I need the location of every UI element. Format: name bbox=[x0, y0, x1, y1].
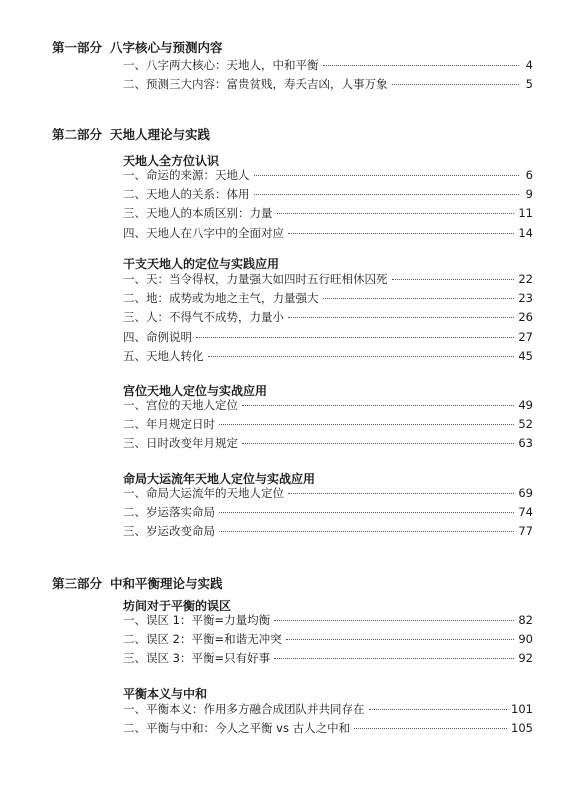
page-number: 9 bbox=[525, 187, 533, 202]
toc-entry[interactable] bbox=[123, 416, 533, 432]
toc-entry[interactable] bbox=[123, 701, 533, 717]
dot-leader bbox=[242, 443, 514, 444]
dot-leader bbox=[219, 512, 514, 513]
dot-leader bbox=[208, 356, 515, 357]
page-number: 74 bbox=[518, 505, 533, 520]
entry-title: 二、平衡与中和：今人之平衡 vs 古人之中和 bbox=[123, 721, 351, 736]
part-heading bbox=[52, 574, 223, 592]
toc-entry[interactable] bbox=[123, 348, 533, 364]
entry-title: 三、天地人的本质区别：力量 bbox=[123, 206, 273, 221]
entry-title: 一、平衡本义：作用多方融合成团队并共同存在 bbox=[123, 702, 365, 716]
toc-entry[interactable] bbox=[123, 186, 533, 202]
page-number: 23 bbox=[518, 291, 533, 306]
entry-title: 一、天：当令得权，力量强大如四时五行旺相休囚死 bbox=[123, 272, 388, 286]
entry-title: 二、天地人的关系：体用 bbox=[123, 187, 250, 202]
toc-entry[interactable] bbox=[123, 225, 533, 241]
entry-title: 二、年月规定日时 bbox=[123, 417, 215, 432]
dot-leader bbox=[354, 728, 507, 729]
section-heading: 命局大运流年天地人定位与实战应用 bbox=[123, 472, 316, 486]
page-number: 5 bbox=[525, 77, 533, 92]
page-number: 27 bbox=[518, 329, 533, 344]
toc-entry[interactable] bbox=[123, 57, 533, 73]
section-heading: 宫位天地人定位与实战应用 bbox=[123, 384, 268, 398]
page-number: 52 bbox=[518, 417, 533, 432]
page-number: 49 bbox=[518, 398, 533, 412]
entry-title: 二、岁运落实命局 bbox=[123, 505, 215, 520]
entry-title: 四、命例说明 bbox=[123, 329, 192, 344]
part-number: 第一部分 bbox=[52, 40, 103, 55]
dot-leader bbox=[369, 709, 508, 710]
page-number: 11 bbox=[518, 206, 533, 221]
dot-leader bbox=[288, 233, 514, 234]
page-number: 45 bbox=[518, 348, 533, 363]
dot-leader bbox=[286, 639, 515, 640]
page-number: 22 bbox=[518, 272, 533, 286]
section-heading: 天地人全方位认识 bbox=[123, 154, 220, 168]
toc-entry[interactable] bbox=[123, 76, 533, 92]
toc-entry[interactable] bbox=[123, 435, 533, 451]
page-number: 63 bbox=[518, 436, 533, 451]
page-number: 101 bbox=[511, 702, 533, 716]
dot-leader bbox=[323, 298, 515, 299]
page-number: 90 bbox=[518, 632, 533, 647]
entry-title: 三、人：不得气不成势，力量小 bbox=[123, 310, 284, 325]
dot-leader bbox=[196, 337, 514, 338]
entry-title: 一、命运的来源：天地人 bbox=[123, 168, 250, 182]
page-number: 6 bbox=[525, 168, 533, 182]
entry-title: 二、误区 2：平衡=和谐无冲突 bbox=[123, 632, 282, 647]
part-title: 天地人理论与实践 bbox=[110, 127, 211, 142]
dot-leader bbox=[392, 84, 520, 85]
toc-entry[interactable] bbox=[123, 271, 533, 287]
dot-leader bbox=[392, 279, 515, 280]
entry-title: 三、日时改变年月规定 bbox=[123, 436, 238, 451]
section-heading: 坊间对于平衡的误区 bbox=[123, 599, 232, 613]
entry-title: 一、误区 1：平衡=力量均衡 bbox=[123, 613, 271, 627]
page-number: 4 bbox=[525, 58, 533, 72]
dot-leader bbox=[277, 213, 515, 214]
toc-entry[interactable] bbox=[123, 523, 533, 539]
dot-leader bbox=[274, 620, 514, 621]
part-title: 中和平衡理论与实践 bbox=[110, 576, 223, 591]
page-number: 26 bbox=[518, 310, 533, 325]
entry-title: 一、命局大运流年的天地人定位 bbox=[123, 486, 284, 500]
entry-title: 四、天地人在八字中的全面对应 bbox=[123, 225, 284, 240]
toc-entry[interactable] bbox=[123, 397, 533, 413]
page-number: 69 bbox=[518, 486, 533, 500]
dot-leader bbox=[288, 317, 514, 318]
part-number: 第三部分 bbox=[52, 576, 103, 591]
dot-leader bbox=[219, 424, 514, 425]
dot-leader bbox=[323, 65, 520, 66]
page-number: 82 bbox=[518, 613, 533, 627]
section-heading: 干支天地人的定位与实践应用 bbox=[123, 257, 280, 271]
part-heading bbox=[52, 125, 210, 143]
toc-entry[interactable] bbox=[123, 485, 533, 501]
toc-entry[interactable] bbox=[123, 612, 533, 628]
toc-entry[interactable] bbox=[123, 205, 533, 221]
toc-entry[interactable] bbox=[123, 504, 533, 520]
page-number: 92 bbox=[518, 651, 533, 666]
dot-leader bbox=[254, 175, 520, 176]
part-title: 八字核心与预测内容 bbox=[110, 40, 223, 55]
section-heading: 平衡本义与中和 bbox=[123, 687, 208, 701]
dot-leader bbox=[242, 405, 514, 406]
dot-leader bbox=[254, 194, 520, 195]
entry-title: 三、误区 3：平衡=只有好事 bbox=[123, 651, 271, 666]
toc-entry[interactable] bbox=[123, 309, 533, 325]
toc-entry[interactable] bbox=[123, 650, 533, 666]
dot-leader bbox=[274, 658, 514, 659]
dot-leader bbox=[288, 493, 514, 494]
entry-title: 二、地：成势或为地之主气，力量强大 bbox=[123, 291, 319, 306]
page-number: 14 bbox=[518, 225, 533, 240]
page-number: 105 bbox=[511, 721, 533, 736]
toc-entry[interactable] bbox=[123, 631, 533, 647]
entry-title: 一、宫位的天地人定位 bbox=[123, 398, 238, 412]
entry-title: 三、岁运改变命局 bbox=[123, 524, 215, 539]
part-number: 第二部分 bbox=[52, 127, 103, 142]
toc-entry[interactable] bbox=[123, 290, 533, 306]
page-number: 77 bbox=[518, 524, 533, 539]
entry-title: 一、八字两大核心：天地人，中和平衡 bbox=[123, 58, 319, 72]
entry-title: 二、预测三大内容：富贵贫贱，寿夭吉凶，人事万象 bbox=[123, 77, 388, 92]
dot-leader bbox=[219, 531, 514, 532]
toc-entry[interactable] bbox=[123, 329, 533, 345]
part-heading bbox=[52, 38, 223, 56]
toc-entry[interactable] bbox=[123, 720, 533, 736]
entry-title: 五、天地人转化 bbox=[123, 348, 204, 363]
toc-entry[interactable] bbox=[123, 167, 533, 183]
